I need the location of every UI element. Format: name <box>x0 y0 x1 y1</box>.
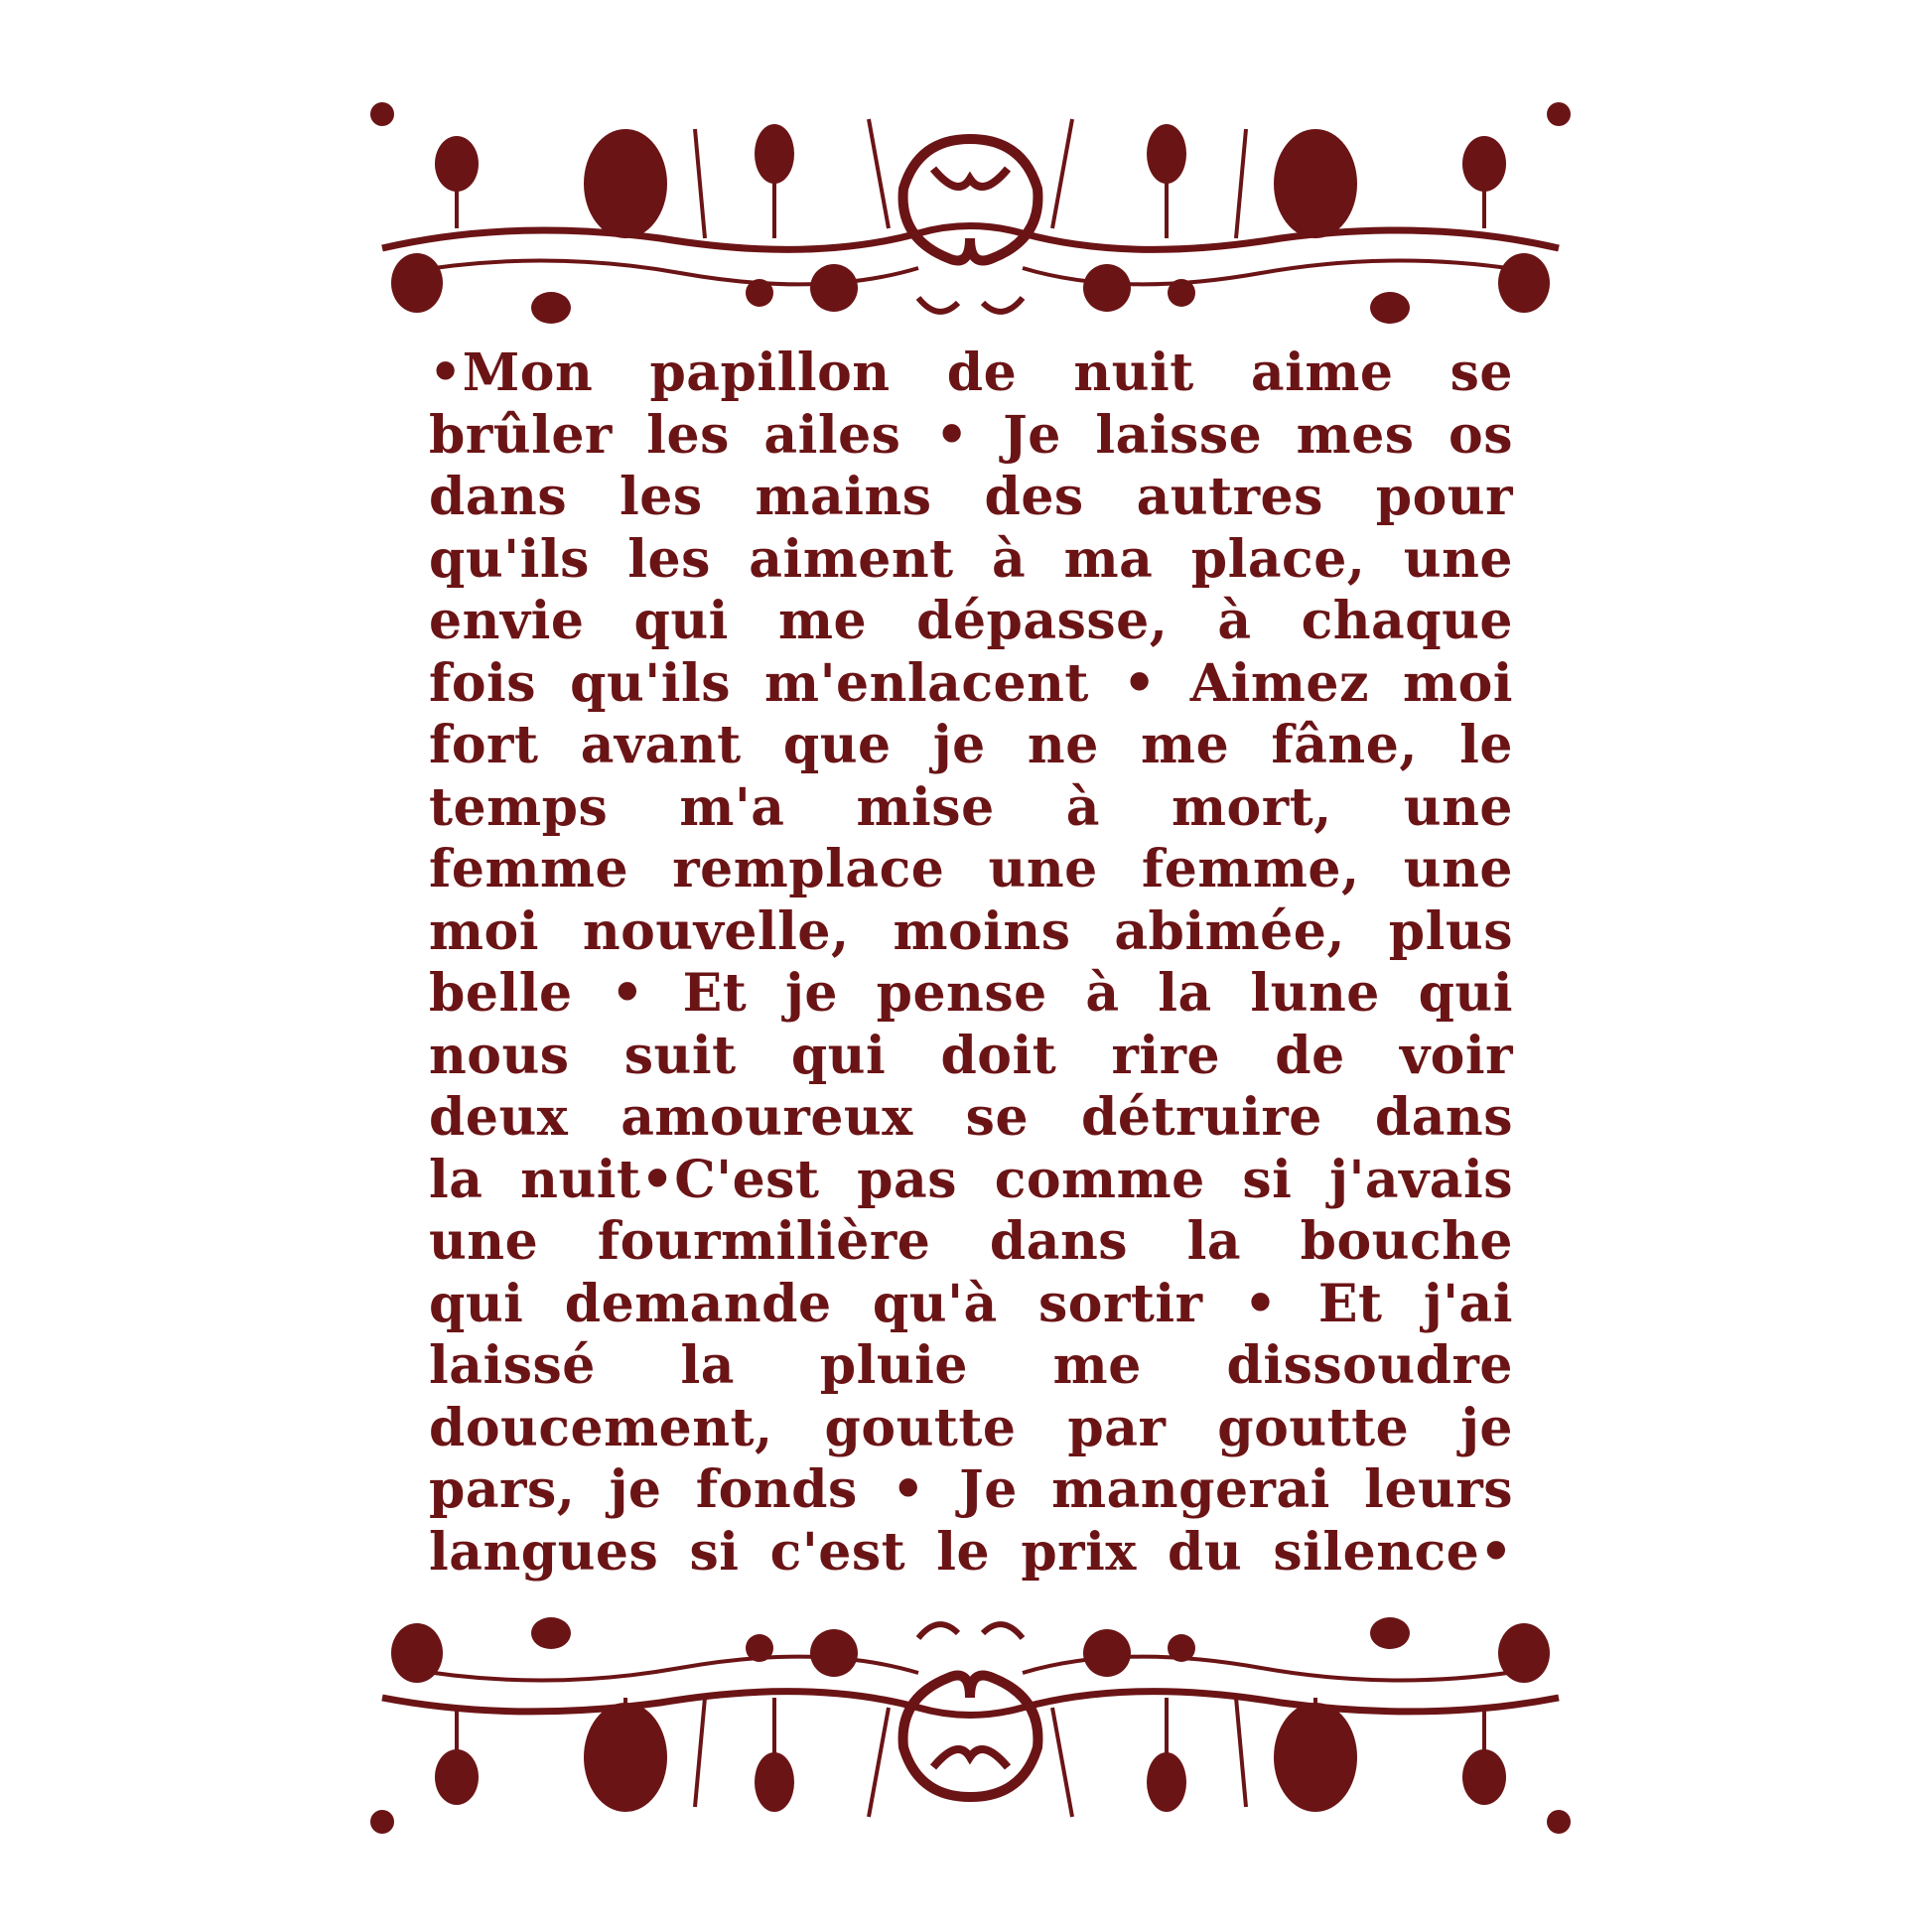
poem-line: •Mon papillon de nuit aime se <box>429 343 1513 403</box>
poem-line: langues si c'est le prix du silence• <box>429 1521 1513 1583</box>
poem-line: fort avant que je ne me fâne, le <box>429 715 1513 775</box>
floral-vine-border-icon <box>362 99 1579 328</box>
poem-line: fois qu'ils m'enlacent • Aimez moi <box>429 652 1513 714</box>
floral-vine-border-icon <box>362 1608 1579 1837</box>
poem-line: temps m'a mise à mort, une <box>429 776 1513 838</box>
poem-line: la nuit•C'est pas comme si j'avais <box>429 1149 1513 1210</box>
poem-line: femme remplace une femme, une <box>429 839 1513 899</box>
poem-line: doucement, goutte par goutte je <box>429 1397 1513 1458</box>
poem-line: moi nouvelle, moins abimée, plus <box>429 900 1513 962</box>
poem-line: nous suit qui doit rire de voir <box>429 1025 1513 1086</box>
poem-text <box>429 343 1513 1584</box>
poem-line: belle • Et je pense à la lune qui <box>429 963 1513 1024</box>
poem-line: une fourmilière dans la bouche <box>429 1211 1513 1272</box>
top-floral-ornament <box>362 99 1579 328</box>
poem-line: laissé la pluie me dissoudre <box>429 1335 1513 1396</box>
poem-line: dans les mains des autres pour <box>429 467 1513 527</box>
poem-line: deux amoureux se détruire dans <box>429 1087 1513 1148</box>
poem-line: envie qui me dépasse, à chaque <box>429 591 1513 651</box>
poem-line: pars, je fonds • Je mangerai leurs <box>429 1459 1513 1520</box>
poem-line: qui demande qu'à sortir • Et j'ai <box>429 1273 1513 1334</box>
poem-line: qu'ils les aiment à ma place, une <box>429 528 1513 590</box>
bottom-floral-ornament <box>362 1608 1579 1837</box>
poem-line: brûler les ailes • Je laisse mes os <box>429 404 1513 466</box>
